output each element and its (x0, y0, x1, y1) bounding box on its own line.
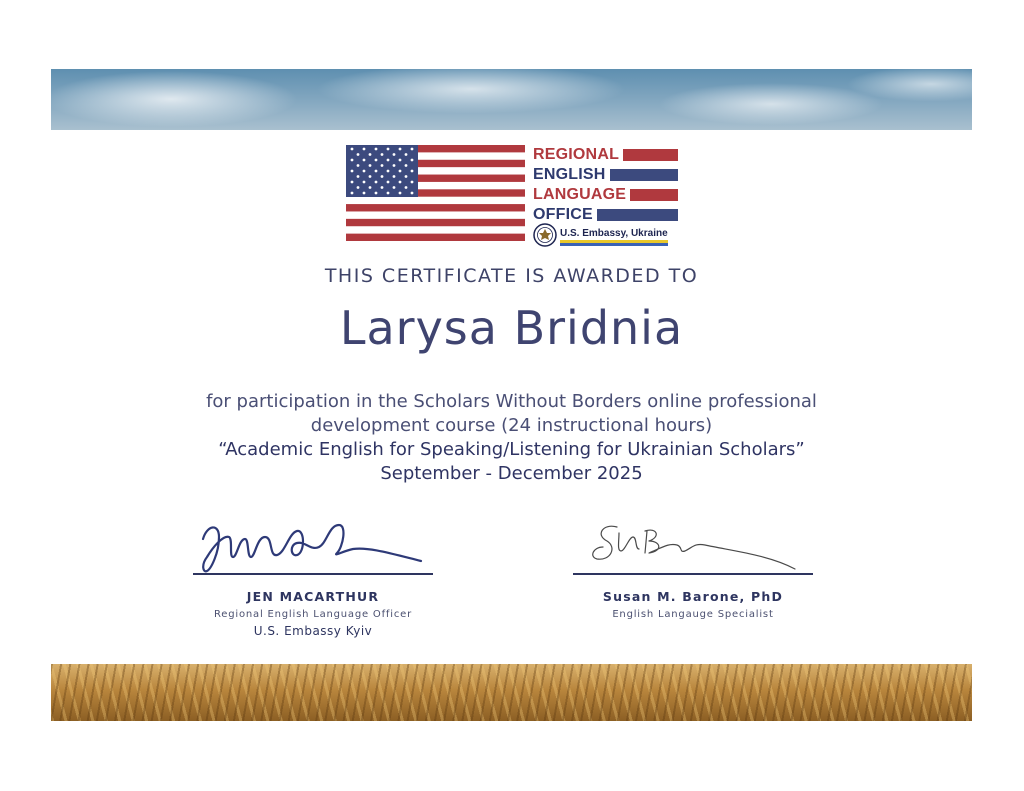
logo-row-3 (533, 185, 678, 205)
signer-name: Susan M. Barone, PhD (602, 589, 784, 604)
logo-word-office: OFFICE (533, 206, 593, 223)
embassy-badge (533, 223, 668, 247)
logo-row-4 (533, 205, 678, 225)
relo-logo (346, 145, 678, 247)
signature-barone (573, 517, 813, 573)
embassy-label: U.S. Embassy, Ukraine (560, 228, 668, 243)
description-line: development course (24 instructional hours) (310, 415, 713, 436)
course-title: “Academic English for Speaking/Listening for Ukrainian Scholars” (218, 439, 805, 460)
certificate-description (51, 390, 972, 486)
logo-row-2 (533, 165, 678, 185)
signer-role: English Langauge Specialist (612, 609, 774, 620)
signer-role: Regional English Language Officer (214, 609, 412, 620)
signer-name: JEN MACARTHUR (246, 589, 380, 604)
recipient-name: Larysa Bridnia (339, 301, 684, 355)
logo-wordmark (533, 145, 678, 239)
signer-org: U.S. Embassy Kyiv (253, 624, 373, 638)
signature-macarthur (193, 517, 433, 573)
logo-bar (610, 169, 678, 181)
logo-word-language: LANGUAGE (533, 186, 627, 203)
certificate (51, 69, 972, 721)
logo-bar (630, 189, 678, 201)
wheat-field-banner-image (51, 664, 972, 721)
certificate-heading: THIS CERTIFICATE IS AWARDED TO (324, 265, 699, 287)
course-dates: September - December 2025 (380, 463, 643, 484)
logo-row-1 (533, 145, 678, 165)
us-flag-icon (346, 145, 525, 241)
description-line: for participation in the Scholars Without Borders online professional (206, 391, 817, 412)
embassy-seal-icon (533, 223, 557, 247)
sky-banner-image (51, 69, 972, 130)
logo-bar (597, 209, 678, 221)
logo-bar (623, 149, 678, 161)
signer-block-macarthur (193, 517, 433, 638)
logo-word-regional: REGIONAL (533, 146, 620, 163)
signature-line (573, 573, 813, 575)
signer-block-barone (573, 517, 813, 620)
logo-word-english: ENGLISH (533, 166, 606, 183)
signature-line (193, 573, 433, 575)
